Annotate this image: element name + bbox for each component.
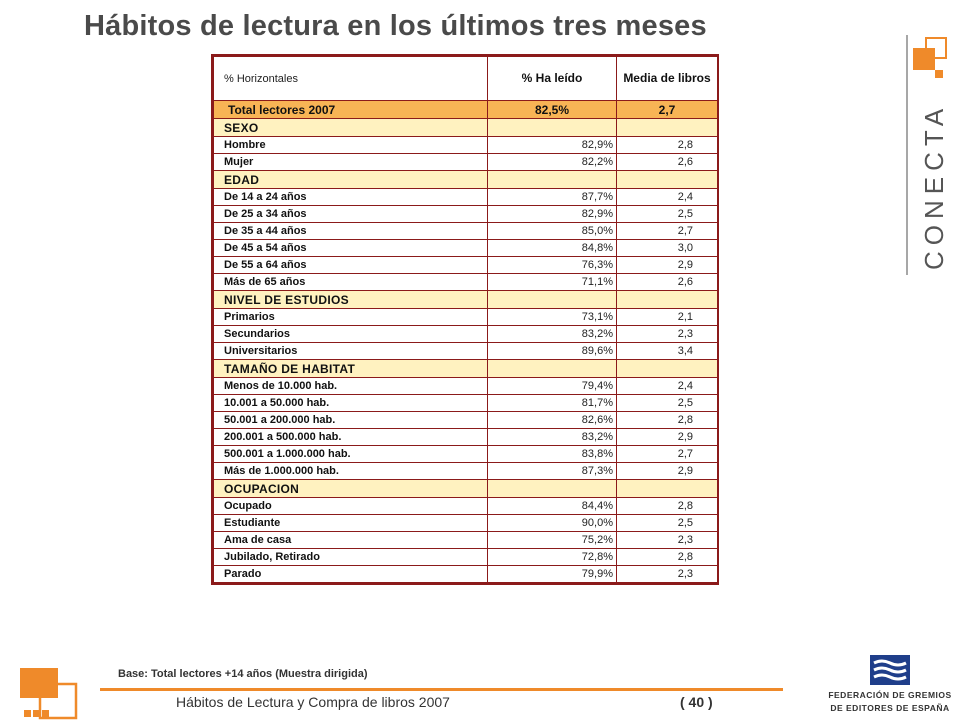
- table-row: [214, 549, 718, 566]
- row-avg-books: 2,9: [617, 463, 718, 480]
- row-avg-books: 2,5: [617, 515, 718, 532]
- row-label: Ama de casa: [214, 532, 488, 549]
- header-read: % Ha leído: [488, 57, 617, 101]
- row-read-pct: 82,9%: [488, 137, 617, 154]
- federation-emblem-icon: [870, 655, 910, 685]
- base-note: Base: Total lectores +14 años (Muestra dirigida): [118, 668, 368, 680]
- row-label: Universitarios: [214, 343, 488, 360]
- total-read: 82,5%: [488, 101, 617, 119]
- row-avg-books: 3,4: [617, 343, 718, 360]
- row-label: 500.001 a 1.000.000 hab.: [214, 446, 488, 463]
- row-label: Más de 1.000.000 hab.: [214, 463, 488, 480]
- section-empty-cell: [617, 171, 718, 189]
- row-read-pct: 82,9%: [488, 206, 617, 223]
- row-read-pct: 72,8%: [488, 549, 617, 566]
- table-row: [214, 240, 718, 257]
- table-row: [214, 378, 718, 395]
- row-read-pct: 83,2%: [488, 429, 617, 446]
- row-read-pct: 73,1%: [488, 309, 617, 326]
- row-label: Más de 65 años: [214, 274, 488, 291]
- row-avg-books: 2,8: [617, 412, 718, 429]
- row-label: Ocupado: [214, 498, 488, 515]
- row-label: 200.001 a 500.000 hab.: [214, 429, 488, 446]
- row-label: Primarios: [214, 309, 488, 326]
- row-avg-books: 2,4: [617, 378, 718, 395]
- page-number: ( 40 ): [680, 694, 713, 710]
- row-avg-books: 2,3: [617, 532, 718, 549]
- section-empty-cell: [617, 291, 718, 309]
- row-read-pct: 90,0%: [488, 515, 617, 532]
- page-title: Hábitos de lectura en los últimos tres meses: [84, 10, 707, 42]
- section-empty-cell: [488, 119, 617, 137]
- total-avg: 2,7: [617, 101, 718, 119]
- row-avg-books: 2,6: [617, 154, 718, 171]
- row-read-pct: 76,3%: [488, 257, 617, 274]
- row-avg-books: 2,9: [617, 429, 718, 446]
- section-row: [214, 291, 718, 309]
- row-avg-books: 2,8: [617, 549, 718, 566]
- row-label: De 35 a 44 años: [214, 223, 488, 240]
- row-read-pct: 84,8%: [488, 240, 617, 257]
- row-label: 10.001 a 50.000 hab.: [214, 395, 488, 412]
- section-row: [214, 480, 718, 498]
- row-avg-books: 3,0: [617, 240, 718, 257]
- row-label: De 45 a 54 años: [214, 240, 488, 257]
- row-avg-books: 2,3: [617, 326, 718, 343]
- total-label: Total lectores 2007: [214, 101, 488, 119]
- row-read-pct: 82,6%: [488, 412, 617, 429]
- header-label: % Horizontales: [214, 57, 488, 101]
- section-empty-cell: [488, 360, 617, 378]
- row-label: Secundarios: [214, 326, 488, 343]
- table-row: [214, 515, 718, 532]
- row-read-pct: 79,4%: [488, 378, 617, 395]
- row-avg-books: 2,8: [617, 137, 718, 154]
- section-empty-cell: [617, 360, 718, 378]
- header-avg: Media de libros: [617, 57, 718, 101]
- row-avg-books: 2,5: [617, 395, 718, 412]
- federation-logo: [822, 655, 958, 720]
- section-empty-cell: [617, 119, 718, 137]
- row-label: Estudiante: [214, 515, 488, 532]
- table-row: [214, 154, 718, 171]
- row-read-pct: 87,3%: [488, 463, 617, 480]
- row-avg-books: 2,5: [617, 206, 718, 223]
- section-label: EDAD: [214, 171, 488, 189]
- row-avg-books: 2,8: [617, 498, 718, 515]
- row-label: Mujer: [214, 154, 488, 171]
- logo-square-small: [935, 70, 943, 78]
- row-read-pct: 89,6%: [488, 343, 617, 360]
- row-read-pct: 85,0%: [488, 223, 617, 240]
- row-read-pct: 81,7%: [488, 395, 617, 412]
- section-row: [214, 119, 718, 137]
- table-row: [214, 412, 718, 429]
- table-row: [214, 326, 718, 343]
- table-row: [214, 137, 718, 154]
- section-row: [214, 360, 718, 378]
- table-row: [214, 498, 718, 515]
- row-label: De 55 a 64 años: [214, 257, 488, 274]
- section-row: [214, 171, 718, 189]
- row-avg-books: 2,3: [617, 566, 718, 583]
- row-read-pct: 79,9%: [488, 566, 617, 583]
- row-read-pct: 71,1%: [488, 274, 617, 291]
- table-row: [214, 274, 718, 291]
- total-row: [214, 101, 718, 119]
- row-avg-books: 2,7: [617, 223, 718, 240]
- federation-line1: FEDERACIÓN DE GREMIOS: [828, 690, 952, 700]
- table-row: [214, 429, 718, 446]
- footer-divider: [100, 688, 783, 691]
- section-empty-cell: [617, 480, 718, 498]
- row-read-pct: 83,8%: [488, 446, 617, 463]
- table-row: [214, 206, 718, 223]
- row-avg-books: 2,4: [617, 189, 718, 206]
- table-header-row: [214, 57, 718, 101]
- table-row: [214, 257, 718, 274]
- table-row: [214, 395, 718, 412]
- table-row: [214, 223, 718, 240]
- section-empty-cell: [488, 291, 617, 309]
- section-label: TAMAÑO DE HABITAT: [214, 360, 488, 378]
- row-label: De 25 a 34 años: [214, 206, 488, 223]
- conecta-logo: [895, 30, 955, 280]
- section-empty-cell: [488, 171, 617, 189]
- row-avg-books: 2,1: [617, 309, 718, 326]
- federation-line2: DE EDITORES DE ESPAÑA: [830, 703, 950, 713]
- row-avg-books: 2,9: [617, 257, 718, 274]
- table-row: [214, 463, 718, 480]
- row-label: 50.001 a 200.000 hab.: [214, 412, 488, 429]
- section-empty-cell: [488, 480, 617, 498]
- section-label: SEXO: [214, 119, 488, 137]
- table-row: [214, 189, 718, 206]
- table-row: [214, 343, 718, 360]
- row-label: Parado: [214, 566, 488, 583]
- table-row: [214, 309, 718, 326]
- section-label: OCUPACION: [214, 480, 488, 498]
- table-row: [214, 446, 718, 463]
- table-row: [214, 532, 718, 549]
- row-read-pct: 75,2%: [488, 532, 617, 549]
- conecta-mark-icon: [20, 668, 80, 720]
- section-label: NIVEL DE ESTUDIOS: [214, 291, 488, 309]
- row-label: Hombre: [214, 137, 488, 154]
- row-read-pct: 83,2%: [488, 326, 617, 343]
- row-read-pct: 82,2%: [488, 154, 617, 171]
- table-row: [214, 566, 718, 583]
- row-label: De 14 a 24 años: [214, 189, 488, 206]
- footer-title: Hábitos de Lectura y Compra de libros 2007: [176, 694, 450, 710]
- row-avg-books: 2,6: [617, 274, 718, 291]
- row-avg-books: 2,7: [617, 446, 718, 463]
- row-read-pct: 87,7%: [488, 189, 617, 206]
- row-label: Jubilado, Retirado: [214, 549, 488, 566]
- reading-habits-table: [211, 54, 719, 585]
- row-read-pct: 84,4%: [488, 498, 617, 515]
- row-label: Menos de 10.000 hab.: [214, 378, 488, 395]
- logo-wordmark: CONECTA: [919, 102, 949, 270]
